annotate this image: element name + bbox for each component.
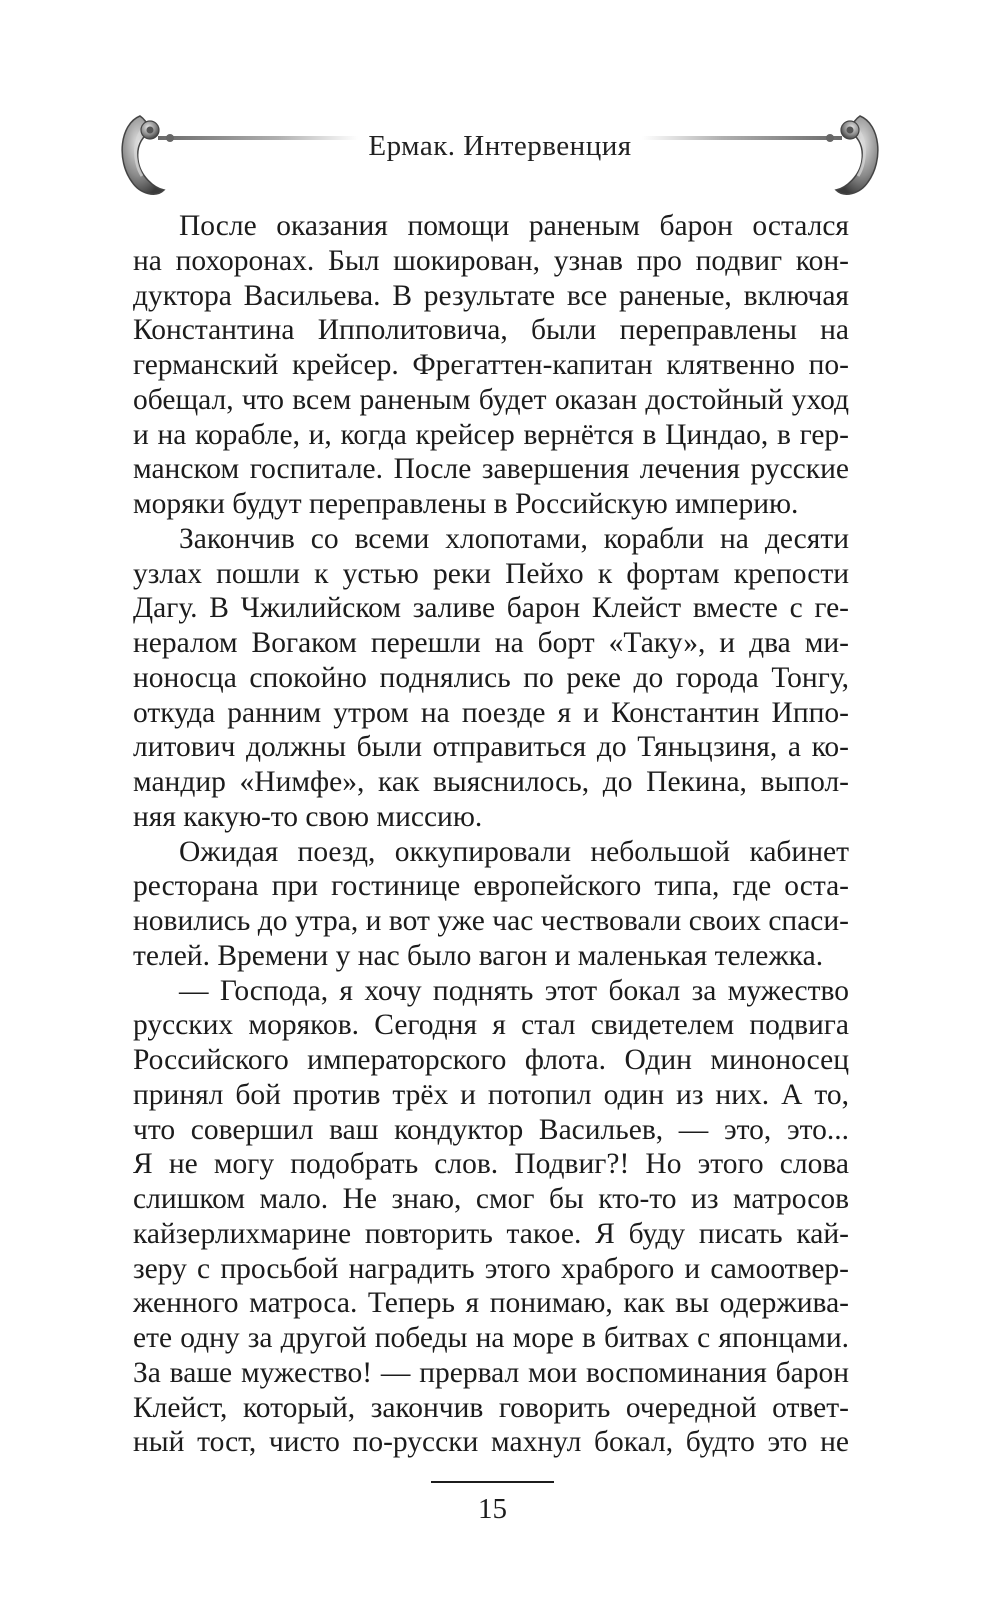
page-number: 15 <box>478 1493 507 1525</box>
text-line: русских моряков. Сегодня я стал свидетелем подвига <box>133 1009 849 1042</box>
text-line: Константина Ипполитовича, были переправлены на <box>133 314 849 347</box>
text-line: зеру с просьбой наградить этого храброго и самоотвер- <box>133 1252 849 1285</box>
text-line: Ожидая поезд, оккупировали небольшой кабинет <box>179 835 849 868</box>
paragraph <box>133 974 849 1461</box>
running-head <box>0 104 1000 204</box>
right-header-ornament-icon <box>630 104 890 204</box>
text-line: телей. Времени у нас было вагон и маленькая тележка. <box>133 939 824 972</box>
text-line: принял бой против трёх и потопил один из них. А то, <box>133 1078 849 1111</box>
text-line: ресторана при гостинице европейского типа, где оста- <box>133 870 849 903</box>
text-line: кайзерлихмарине повторить такое. Я буду писать кай- <box>133 1217 849 1250</box>
text-line: откуда ранним утром на поезде я и Константин Иппо- <box>133 696 849 729</box>
text-line: литович должны были отправиться до Тяньцзиня, а ко- <box>133 731 849 764</box>
text-line: Дагу. В Чжилийском заливе барон Клейст вместе с ге- <box>133 592 849 625</box>
text-line: После оказания помощи раненым барон остался <box>179 210 849 242</box>
text-line: Российского императорского флота. Один миноносец <box>133 1044 849 1076</box>
text-line: Я не могу подобрать слов. Подвиг?! Но этого слова <box>133 1148 849 1181</box>
text-line: нералом Вогаком перешли на борт «Таку», и два ми- <box>133 627 849 659</box>
text-line: слишком мало. Не знаю, смог бы кто-то из матросов <box>133 1183 849 1215</box>
text-line: За ваше мужество! — прервал мои воспоминания барон <box>133 1356 849 1389</box>
text-line: узлах пошли к устью реки Пейхо к фортам крепости <box>133 557 849 590</box>
text-line: ноносца спокойно поднялись по реке до города Тонгу, <box>133 661 849 694</box>
text-line: — Господа, я хочу поднять этот бокал за мужество <box>179 974 849 1007</box>
text-line: и на корабле, и, когда крейсер вернётся в Циндао, в гер- <box>133 418 849 451</box>
text-line: ете одну за другой победы на море в битвах с японцами. <box>133 1322 849 1354</box>
text-line: женного матроса. Теперь я понимаю, как вы одержива- <box>133 1287 849 1320</box>
text-line: что совершил ваш кондуктор Васильев, — это, это... <box>133 1113 849 1146</box>
text-line: моряки будут переправлены в Российскую империю. <box>133 488 799 520</box>
text-line: мандир «Нимфе», как выяснилось, до Пекина, выпол- <box>133 766 849 798</box>
running-head-title: Ермак. Интервенция <box>368 130 632 162</box>
text-line: Закончив со всеми хлопотами, корабли на десяти <box>179 522 849 555</box>
text-line: новились до утра, и вот уже час чествовали своих спаси- <box>133 905 849 937</box>
paragraph <box>133 209 849 522</box>
body-text <box>133 209 849 1460</box>
text-line: ный тост, чисто по-русски махнул бокал, будто это не <box>133 1426 849 1459</box>
text-line: обещал, что всем раненым будет оказан достойный уход <box>133 383 849 416</box>
text-line: германский крейсер. Фрегаттен-капитан клятвенно по- <box>133 349 849 381</box>
paragraph <box>133 522 849 835</box>
footer-rule <box>431 1481 554 1483</box>
text-line: манском госпитале. После завершения лечения русские <box>133 453 849 486</box>
text-line: няя какую-то свою миссию. <box>133 800 483 833</box>
text-line: дуктора Васильева. В результате все раненые, включая <box>133 279 849 312</box>
text-line: Клейст, который, закончив говорить очередной ответ- <box>133 1391 849 1424</box>
paragraph <box>133 835 849 974</box>
text-line: на похоронах. Был шокирован, узнав про подвиг кон- <box>133 244 849 277</box>
